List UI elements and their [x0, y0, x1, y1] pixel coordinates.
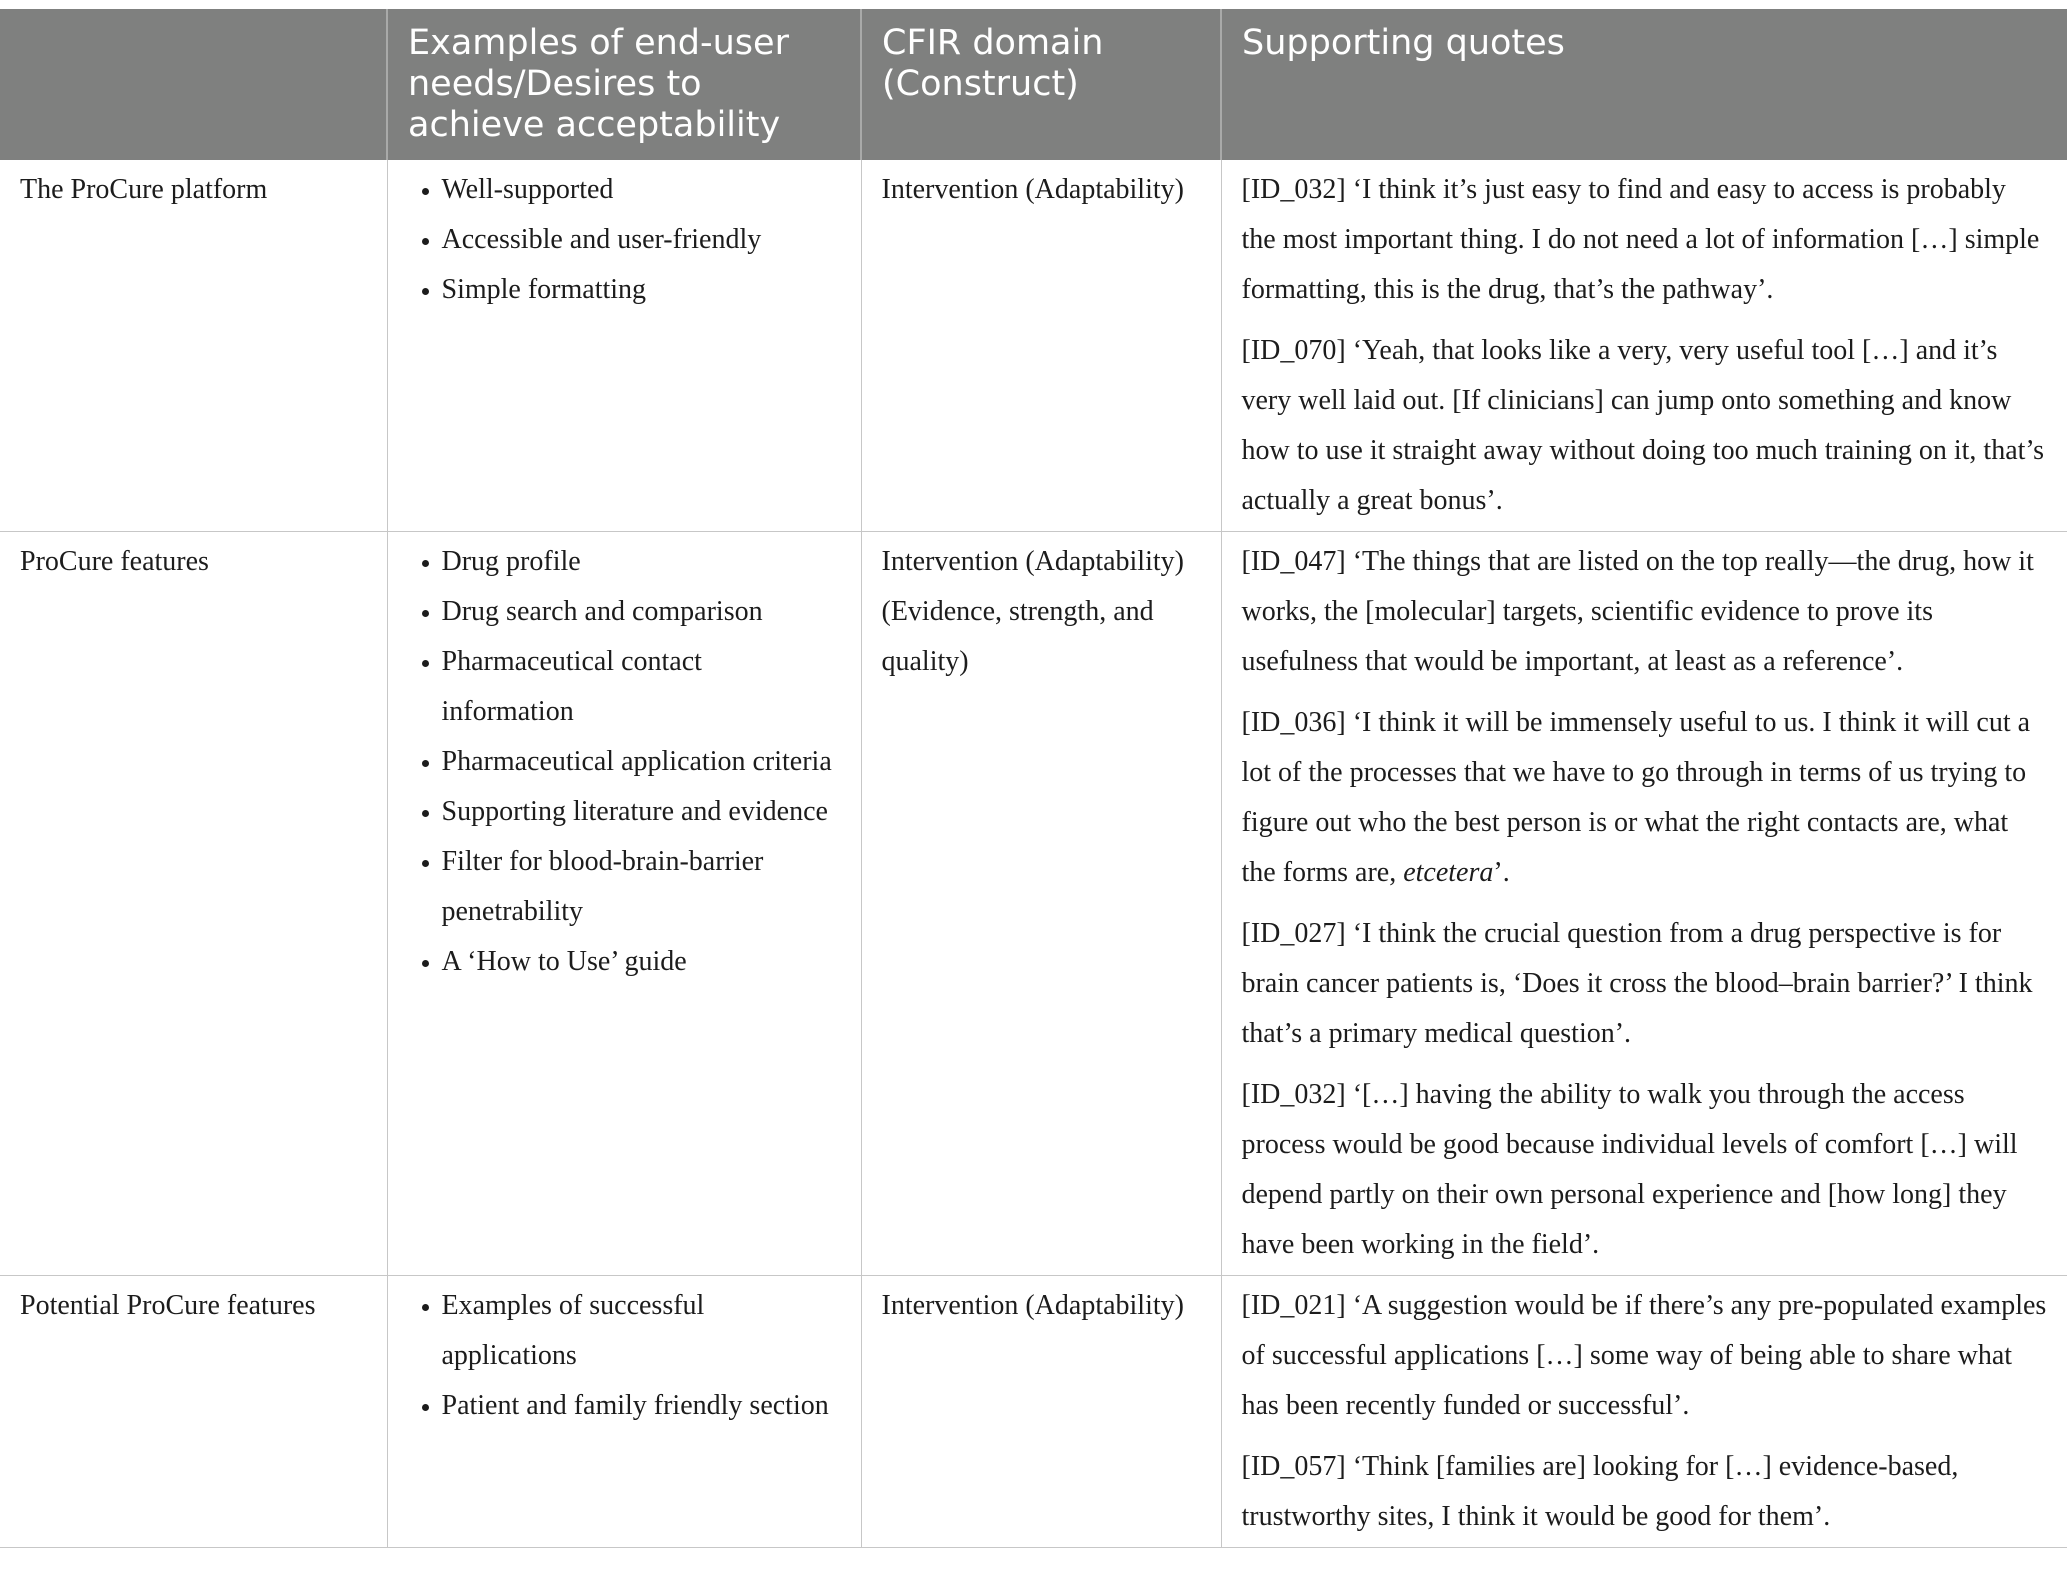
cfir-domain-cell — [861, 532, 1221, 1276]
quote-text: [ID_027] ‘I think the crucial question from a drug perspective is for brain cancer patients is, ‘Does it cross the blood–brain barrier?’ I think that’s a primary medical question’. — [1241, 918, 2033, 1049]
category-cell: The ProCure platform — [0, 160, 387, 532]
list-item: • Drug profile — [442, 537, 841, 587]
quote-text: [ID_032] ‘[…] having the ability to walk you through the access process would be good because individual levels of comfort […] will depend partly on their own personal experience and [how long] they have been working in the field’. — [1241, 1079, 2018, 1260]
supporting-quote — [1242, 537, 2048, 687]
supporting-quote — [1242, 1442, 2048, 1542]
cfir-domain-label: Intervention (Adaptability) — [881, 174, 1184, 205]
header-needs: Examples of end-user needs/Desires to achieve acceptability — [387, 9, 861, 160]
quote-text: [ID_032] ‘I think it’s just easy to find and easy to access is probably the most important thing. I do not need a lot of information […] simple formatting, this is the drug, that’s the pathway’. — [1241, 174, 2040, 305]
list-item: • Supporting literature and evidence — [442, 787, 841, 837]
list-item: • A ‘How to Use’ guide — [442, 937, 841, 987]
table-row — [0, 1276, 2067, 1548]
needs-list — [408, 537, 841, 987]
quote-text: [ID_036] ‘I think it will be immensely useful to us. I think it will cut a lot of the processes that we have to go through in terms of us trying to figure out who the best person is or what the right contacts are, what the forms are, — [1241, 707, 2031, 888]
table-row — [0, 160, 2067, 532]
needs-cell — [387, 160, 861, 532]
quotes-cell — [1221, 160, 2067, 532]
list-item: • Pharmaceutical contact information — [442, 637, 841, 737]
table-header — [0, 9, 2067, 160]
table-body — [0, 160, 2067, 1548]
cfir-domain-cell — [861, 1276, 1221, 1548]
list-item: • Filter for blood-brain-barrier penetrability — [442, 837, 841, 937]
needs-list — [408, 1281, 841, 1431]
quote-text: [ID_047] ‘The things that are listed on the top really—the drug, how it works, the [molecular] targets, scientific evidence to prove its usefulness that would be important, at least as a reference’. — [1241, 546, 2034, 677]
list-item: • Examples of successful applications — [442, 1281, 841, 1381]
supporting-quote — [1242, 165, 2048, 315]
supporting-quote — [1242, 698, 2048, 898]
needs-cell — [387, 532, 861, 1276]
supporting-quote — [1242, 1070, 2048, 1270]
needs-list — [408, 165, 841, 315]
category-cell: ProCure features — [0, 532, 387, 1276]
header-row — [0, 9, 2067, 160]
list-item: • Drug search and comparison — [442, 587, 841, 637]
quotes-cell — [1221, 1276, 2067, 1548]
header-cfir-domain: CFIR domain (Construct) — [861, 9, 1221, 160]
list-item: • Well-supported — [442, 165, 841, 215]
cfir-domain-cell — [861, 160, 1221, 532]
cfir-domain-label: Intervention (Adaptability) — [881, 546, 1184, 577]
quote-emphasis: etcetera — [1403, 857, 1494, 888]
quote-text: ’. — [1493, 857, 1510, 888]
table-row — [0, 532, 2067, 1276]
supporting-quote — [1242, 1281, 2048, 1431]
quote-text: [ID_021] ‘A suggestion would be if there’s any pre-populated examples of successful applications […] some way of being able to share what has been recently funded or successful’. — [1241, 1290, 2047, 1421]
quotes-cell — [1221, 532, 2067, 1276]
list-item: • Pharmaceutical application criteria — [442, 737, 841, 787]
list-item: • Accessible and user-friendly — [442, 215, 841, 265]
supporting-quote — [1242, 326, 2048, 526]
cfir-domain-label: Intervention (Adaptability) — [881, 1290, 1184, 1321]
cfir-domain-label: (Evidence, strength, and quality) — [881, 596, 1154, 677]
list-item: • Simple formatting — [442, 265, 841, 315]
supporting-quote — [1242, 909, 2048, 1059]
category-cell: Potential ProCure features — [0, 1276, 387, 1548]
acceptability-table — [0, 9, 2067, 1548]
header-category — [0, 9, 387, 160]
needs-cell — [387, 1276, 861, 1548]
list-item: • Patient and family friendly section — [442, 1381, 841, 1431]
header-supporting-quotes: Supporting quotes — [1221, 9, 2067, 160]
quote-text: [ID_070] ‘Yeah, that looks like a very, very useful tool […] and it’s very well laid out. [If clinicians] can jump onto something and know how to use it straight away without doing too much training on it, that’s actually a great bonus’. — [1241, 335, 2045, 516]
quote-text: [ID_057] ‘Think [families are] looking for […] evidence-based, trustworthy sites, I think it would be good for them’. — [1241, 1451, 1959, 1532]
